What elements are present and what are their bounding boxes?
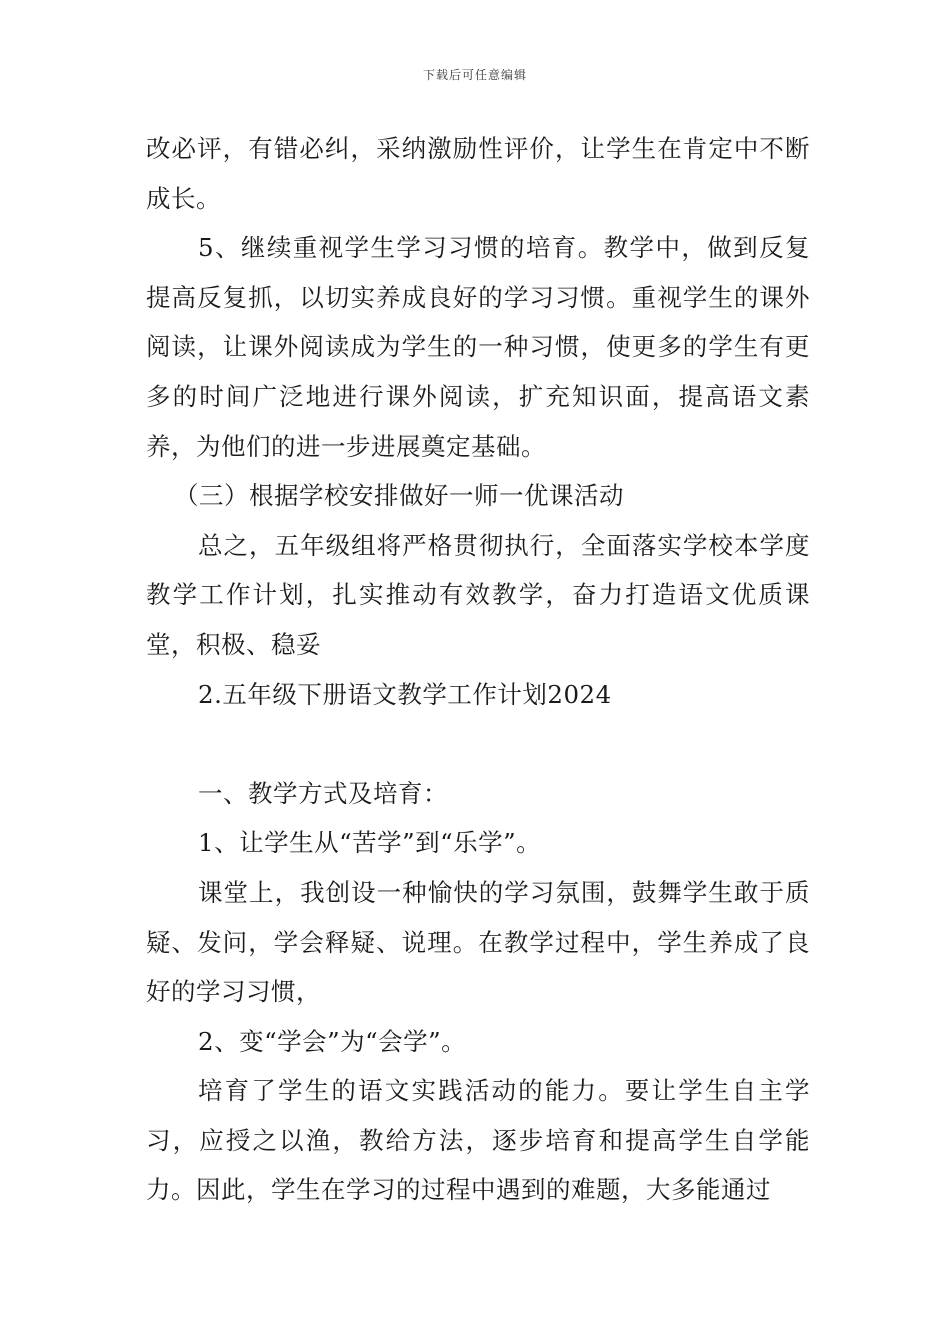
paragraph-continued: 改必评，有错必纠，采纳激励性评价，让学生在肯定中不断成长。 xyxy=(146,134,810,213)
document-title-2: 2.五年级下册语文教学工作计划2024 xyxy=(198,679,612,709)
item-heading-1: 1、让学生从“苦学”到“乐学”。 xyxy=(198,828,542,858)
paragraph-summary: 总之，五年级组将严格贯彻执行，全面落实学校本学度教学工作计划，扎实推动有效教学，奋力打造语文优质课堂，积极、稳妥 xyxy=(146,530,810,659)
paragraph-item-5: 5、继续重视学生学习习惯的培育。教学中，做到反复提高反复抓，以切实养成良好的学习习惯。重视学生的课外阅读，让课外阅读成为学生的一种习惯，使更多的学生有更多的时间广泛地进行课外阅读，扩充知识面，提高语文素养，为他们的进一步进展奠定基础。 xyxy=(146,233,810,461)
section-heading-1: 一、教学方式及培育： xyxy=(198,778,448,808)
document-body xyxy=(146,124,810,1215)
page-header-note: 下载后可任意编辑 xyxy=(422,68,527,82)
item-heading-2: 2、变“学会”为“会学”。 xyxy=(198,1026,467,1056)
section-heading-3: （三）根据学校安排做好一师一优课活动 xyxy=(174,481,624,511)
paragraph-practice: 培育了学生的语文实践活动的能力。要让学生自主学习，应授之以渔，教给方法，逐步培育和提高学生自学能力。因此，学生在学习的过程中遇到的难题，大多能通过 xyxy=(146,1076,810,1205)
blank-line xyxy=(146,719,810,769)
paragraph-classroom: 课堂上，我创设一种愉快的学习氛围，鼓舞学生敢于质疑、发问，学会释疑、说理。在教学过程中，学生养成了良好的学习习惯， xyxy=(146,877,810,1007)
